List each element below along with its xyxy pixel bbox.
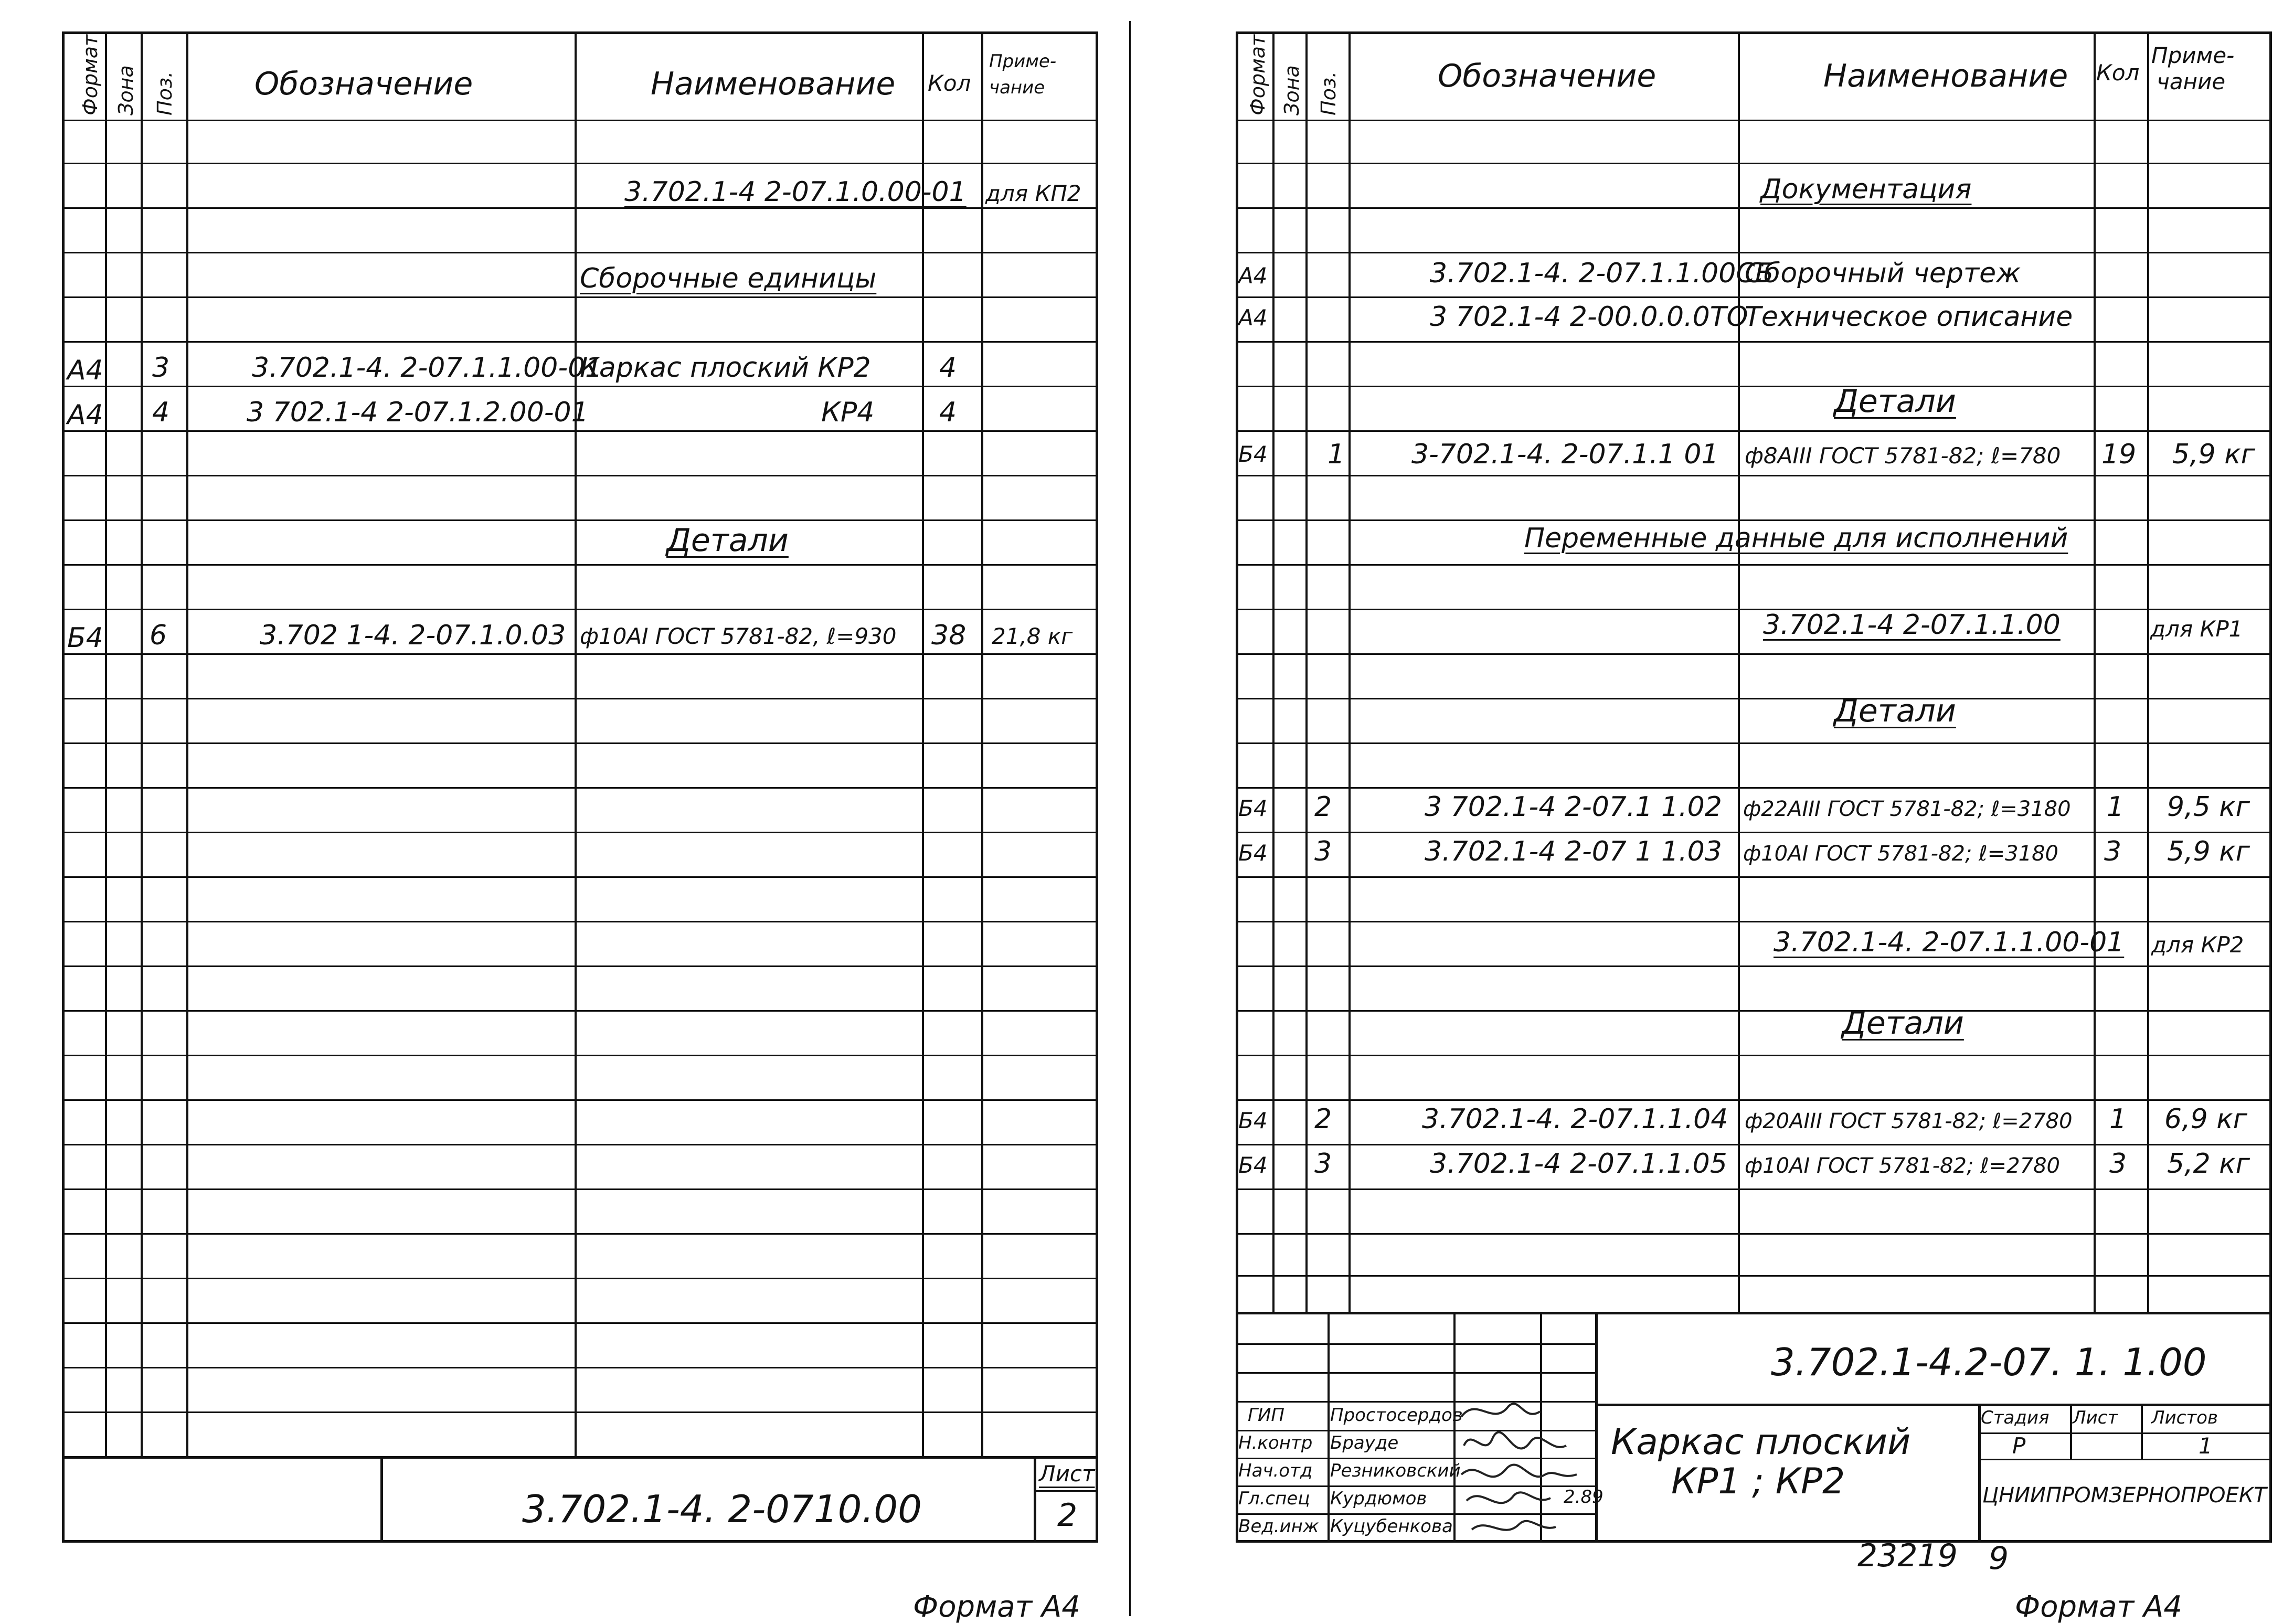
right-p4-designation: 3.702.1-4. 2-07.1.1.04 (1422, 1103, 1728, 1135)
right-p1-note: 5,9 кг (2172, 439, 2255, 470)
left-row-line (62, 1099, 1098, 1101)
right-stamp-title-2: КР1 ; КР2 (1671, 1461, 1845, 1502)
right-row-line (1236, 832, 2272, 833)
left-row-line (62, 252, 1098, 253)
right-row-line (1236, 341, 2272, 343)
left-row-line (62, 1010, 1098, 1012)
right-d1-designation: 3.702.1-4. 2-07.1.1.00СБ (1430, 258, 1774, 289)
right-row-line (1236, 296, 2272, 298)
right-stamp-role-1: ГИП (1248, 1405, 1284, 1426)
right-p4-note: 6,9 кг (2164, 1103, 2247, 1135)
title-block-row (1236, 1343, 1595, 1345)
right-row-line (1236, 163, 2272, 164)
left-r1-format: А4 (67, 355, 103, 386)
right-p1-pos: 1 (1328, 439, 1345, 470)
left-row-line (62, 609, 1098, 610)
right-row-line (1236, 386, 2272, 387)
right-header-pos: Поз. (1317, 71, 1340, 115)
left-row-line (62, 921, 1098, 922)
left-r1-qty: 4 (939, 352, 957, 384)
left-header-format: Формат (79, 34, 102, 115)
left-r1-pos: 3 (152, 352, 170, 384)
left-stamp-sheet-number: 2 (1057, 1497, 1078, 1534)
right-stamp-name-1: Простосердов (1330, 1405, 1463, 1426)
right-variant-1-note: для КР1 (2150, 616, 2243, 642)
right-row-line (1236, 921, 2272, 922)
left-stamp-divider (1034, 1456, 1036, 1543)
right-d2-name: Техническое описание (1745, 301, 2073, 333)
right-d1-format: А4 (1238, 263, 1268, 289)
right-p2-pos: 2 (1314, 791, 1332, 823)
right-col-line (1272, 31, 1275, 1312)
right-row-line (1236, 519, 2272, 521)
right-p5-note: 5,2 кг (2167, 1148, 2250, 1180)
left-r2-pos: 4 (152, 397, 170, 428)
left-r3-note: 21,8 кг (992, 623, 1073, 649)
left-r3-name: ф10АI ГОСТ 5781-82, ℓ=930 (580, 623, 897, 649)
title-block-col (2141, 1404, 2143, 1459)
left-header-note-2: чание (989, 77, 1045, 98)
left-row-line (62, 1278, 1098, 1279)
right-row-line (1236, 564, 2272, 566)
right-stamp-role-5: Вед.инж (1238, 1516, 1319, 1537)
left-row-line (62, 1322, 1098, 1324)
right-stamp-role-4: Гл.спец (1238, 1488, 1310, 1509)
right-col-line (1305, 31, 1308, 1312)
left-header-zone: Зона (114, 65, 137, 115)
right-p3-name: ф10АI ГОСТ 5781-82; ℓ=3180 (1743, 842, 2058, 866)
right-variant-2: 3.702.1-4. 2-07.1.1.00-01 (1774, 927, 2125, 958)
signatures-image (1456, 1396, 1598, 1543)
right-stamp-sheets: 1 (2199, 1433, 2213, 1459)
right-p5-pos: 3 (1314, 1148, 1332, 1180)
right-p2-format: Б4 (1238, 795, 1268, 821)
left-row-line (62, 475, 1098, 476)
right-col-line (2147, 31, 2149, 1312)
left-row-line (62, 787, 1098, 789)
right-p5-designation: 3.702.1-4 2-07.1.1.05 (1430, 1148, 1727, 1180)
right-d2-format: А4 (1238, 305, 1268, 331)
left-r3-qty: 38 (931, 620, 967, 651)
title-block-col (1453, 1312, 1456, 1543)
left-row-line (62, 1055, 1098, 1056)
right-stamp-title-1: Каркас плоский (1611, 1421, 1911, 1463)
right-row-line (1236, 698, 2272, 699)
right-header-format: Формат (1246, 34, 1269, 115)
left-row-line (62, 698, 1098, 699)
left-header-note-1: Приме- (989, 51, 1057, 72)
right-header-note-1: Приме- (2151, 43, 2235, 68)
inventory-number: 23219 (1857, 1537, 1958, 1574)
right-header-zone: Зона (1280, 65, 1303, 115)
right-stamp-top-line (1236, 1312, 2272, 1314)
left-row-line (62, 876, 1098, 878)
left-header-designation: Обозначение (254, 66, 473, 102)
title-block-row (1236, 1372, 1595, 1374)
right-p1-name: ф8АIII ГОСТ 5781-82; ℓ=780 (1745, 443, 2061, 469)
right-d1-name: Сборочный чертеж (1745, 258, 2021, 289)
right-row-line (1236, 1275, 2272, 1277)
right-p3-format: Б4 (1238, 840, 1268, 866)
right-stamp-role-3: Нач.отд (1238, 1460, 1313, 1481)
right-stamp-name-2: Брауде (1330, 1432, 1399, 1453)
left-r2-format: А4 (67, 399, 103, 431)
title-block-col (1328, 1312, 1330, 1543)
left-format-label: Формат А4 (913, 1590, 1080, 1624)
right-p4-name: ф20АIII ГОСТ 5781-82; ℓ=2780 (1745, 1109, 2073, 1133)
title-block-row (1978, 1459, 2272, 1460)
left-row-line (62, 564, 1098, 566)
left-row-line (62, 965, 1098, 967)
left-variant-designation: 3.702.1-4 2-07.1.0.00-01 (624, 176, 967, 208)
left-details-heading: Детали (666, 522, 789, 559)
right-p2-designation: 3 702.1-4 2-07.1 1.02 (1425, 791, 1722, 823)
right-p1-format: Б4 (1238, 441, 1268, 467)
left-row-line (62, 1144, 1098, 1145)
right-format-label: Формат А4 (2015, 1590, 2182, 1624)
right-variant-1: 3.702.1-4 2-07.1.1.00 (1763, 609, 2061, 641)
right-details-heading-1: Детали (1834, 383, 1956, 420)
left-row-line (62, 1367, 1098, 1368)
right-p3-pos: 3 (1314, 836, 1332, 867)
left-row-line (62, 1233, 1098, 1235)
right-docs-heading: Документация (1760, 174, 1972, 205)
right-p3-designation: 3.702.1-4 2-07 1 1.03 (1425, 836, 1722, 867)
left-r3-designation: 3.702 1-4. 2-07.1.0.03 (260, 620, 566, 651)
right-row-line (1236, 1188, 2272, 1190)
right-stamp-stage-label: Стадия (1981, 1407, 2050, 1428)
left-r1-name: Каркас плоский КР2 (580, 352, 871, 384)
right-row-line (1236, 965, 2272, 967)
right-row-line (1236, 1055, 2272, 1056)
right-stamp-stage: Р (2012, 1433, 2026, 1459)
right-col-line (2094, 31, 2096, 1312)
left-variant-note: для КП2 (985, 181, 1081, 206)
page-separator (1129, 21, 1131, 1616)
right-col-line (1738, 31, 1740, 1312)
left-r3-pos: 6 (150, 620, 167, 651)
left-r3-format: Б4 (67, 622, 103, 654)
right-header-designation: Обозначение (1438, 58, 1656, 94)
right-row-line (1236, 207, 2272, 209)
left-stamp-top-line (62, 1456, 1098, 1459)
left-stamp-sheet-line (1034, 1490, 1098, 1492)
left-row-line (62, 1411, 1098, 1413)
right-p4-pos: 2 (1314, 1103, 1332, 1135)
left-row-line (62, 430, 1098, 432)
right-row-line (1236, 475, 2272, 476)
left-row-line (62, 386, 1098, 387)
right-row-line (1236, 609, 2272, 610)
left-row-line (62, 120, 1098, 121)
left-r2-name: КР4 (821, 397, 875, 428)
left-row-line (62, 163, 1098, 164)
right-p4-qty: 1 (2109, 1103, 2127, 1135)
right-row-line (1236, 1233, 2272, 1235)
left-header-qty: Кол (928, 70, 971, 96)
right-row-line (1236, 1010, 2272, 1012)
right-stamp-date: 2.89 (1564, 1487, 1604, 1508)
right-stamp-role-2: Н.контр (1238, 1432, 1313, 1453)
right-header-name: Наименование (1823, 58, 2068, 94)
left-r1-designation: 3.702.1-4. 2-07.1.1.00-01 (252, 352, 603, 384)
right-row-line (1236, 1099, 2272, 1101)
left-header-name: Наименование (651, 66, 896, 102)
right-header-qty: Кол (2096, 60, 2140, 86)
left-row-line (62, 832, 1098, 833)
right-row-line (1236, 742, 2272, 744)
right-stamp-organization: ЦНИИПРОМЗЕРНОПРОЕКТ (1982, 1483, 2267, 1508)
right-row-line (1236, 430, 2272, 432)
left-row-line (62, 1188, 1098, 1190)
right-stamp-sheets-label: Листов (2151, 1407, 2218, 1428)
right-p3-note: 5,9 кг (2167, 836, 2250, 867)
right-p2-qty: 1 (2107, 791, 2125, 823)
right-p5-name: ф10АI ГОСТ 5781-82; ℓ=2780 (1745, 1154, 2060, 1178)
left-r2-designation: 3 702.1-4 2-07.1.2.00-01 (247, 397, 589, 428)
left-header-pos: Поз. (153, 71, 176, 115)
title-block-col (2070, 1404, 2072, 1459)
right-d2-designation: 3 702.1-4 2-00.0.0.0ТО (1430, 301, 1748, 333)
left-assemblies-heading: Сборочные единицы (580, 263, 877, 294)
right-p3-qty: 3 (2104, 836, 2122, 867)
right-col-line (1348, 31, 1351, 1312)
inventory-suffix: 9 (1989, 1540, 2009, 1577)
right-details-heading-2: Детали (1834, 693, 1956, 729)
title-block-row (1595, 1404, 2272, 1406)
right-p5-qty: 3 (2109, 1148, 2127, 1180)
left-row-line (62, 341, 1098, 343)
right-stamp-name-4: Курдюмов (1330, 1488, 1427, 1509)
right-row-line (1236, 876, 2272, 878)
right-row-line (1236, 787, 2272, 789)
right-p2-name: ф22АIII ГОСТ 5781-82; ℓ=3180 (1743, 797, 2071, 821)
left-row-line (62, 653, 1098, 655)
right-p4-format: Б4 (1238, 1108, 1268, 1133)
right-row-line (1236, 252, 2272, 253)
left-stamp-code: 3.702.1-4. 2-0710.00 (522, 1487, 922, 1531)
left-stamp-divider (380, 1456, 383, 1543)
right-details-heading-3: Детали (1842, 1005, 1964, 1042)
left-row-line (62, 742, 1098, 744)
right-stamp-name-5: Куцубенкова (1330, 1516, 1453, 1537)
right-variable-heading: Переменные данные для исполнений (1524, 523, 2068, 554)
left-r2-qty: 4 (939, 397, 957, 428)
right-stamp-code: 3.702.1-4.2-07. 1. 1.00 (1771, 1340, 2207, 1384)
right-p1-designation: 3-702.1-4. 2-07.1.1 01 (1411, 439, 1719, 470)
right-p5-format: Б4 (1238, 1152, 1268, 1178)
left-stamp-sheet-label: Лист (1039, 1461, 1095, 1487)
left-row-line (62, 296, 1098, 298)
right-stamp-sheet-label: Лист (2073, 1407, 2118, 1428)
right-row-line (1236, 1144, 2272, 1145)
right-row-line (1236, 120, 2272, 121)
right-p2-note: 9,5 кг (2167, 791, 2250, 823)
left-row-line (62, 519, 1098, 521)
right-variant-2-note: для КР2 (2151, 932, 2244, 958)
right-header-note-2: чание (2157, 69, 2226, 94)
right-row-line (1236, 653, 2272, 655)
right-p1-qty: 19 (2101, 439, 2137, 470)
right-stamp-name-3: Резниковский (1330, 1460, 1461, 1481)
